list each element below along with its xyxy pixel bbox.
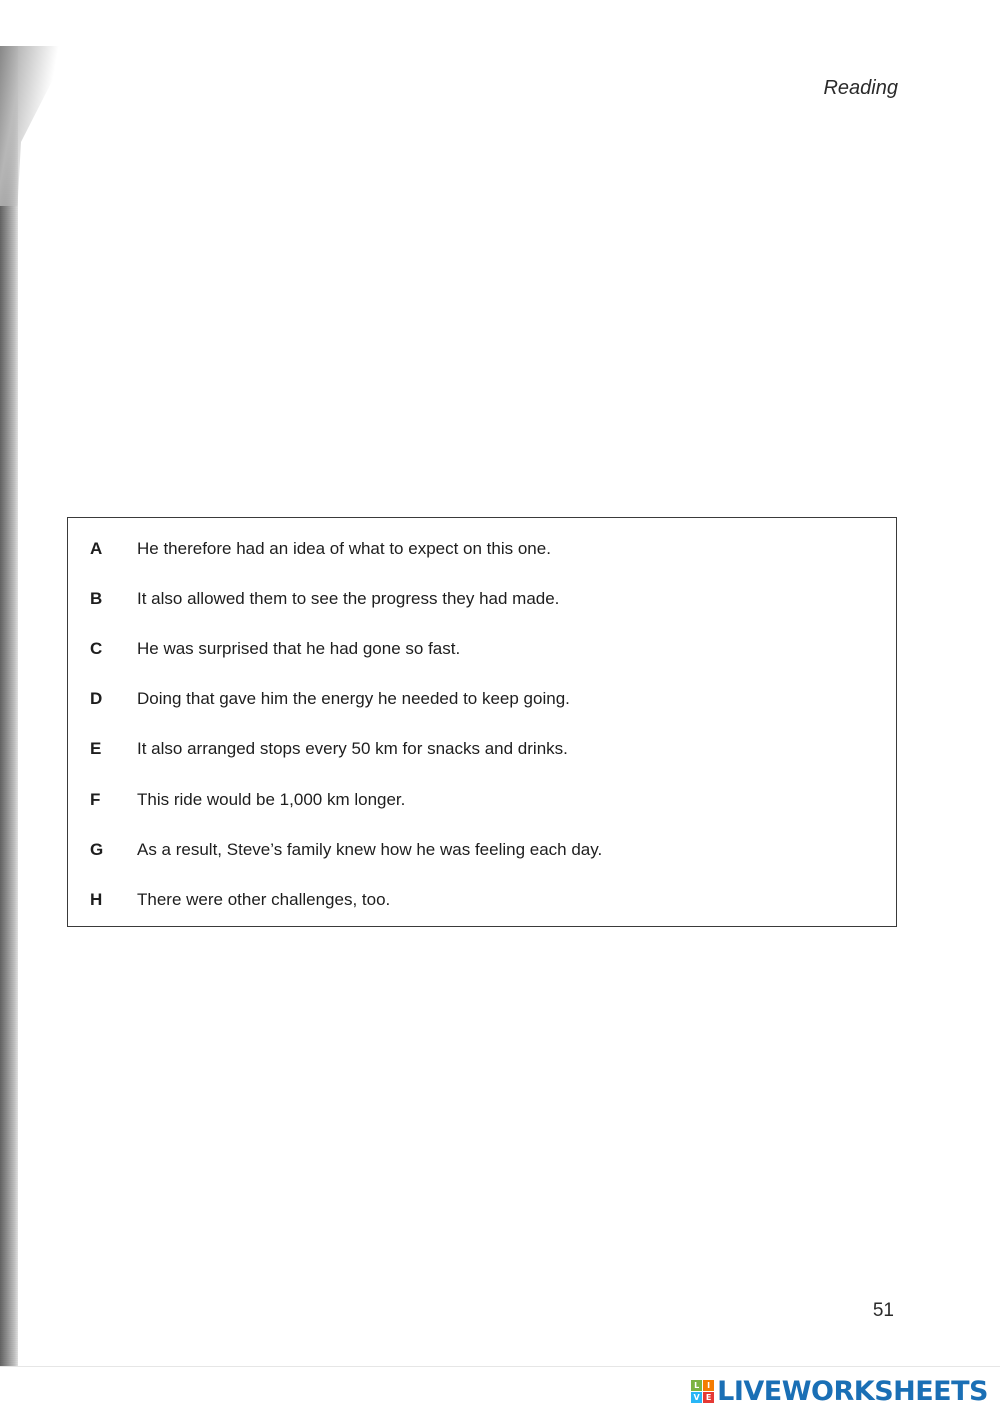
footer-bar	[0, 1366, 1000, 1416]
section-label: Reading	[823, 77, 898, 99]
option-e	[90, 739, 568, 759]
option-letter: D	[90, 689, 103, 708]
option-f	[90, 790, 405, 810]
option-b	[90, 589, 559, 609]
logo-tile: I	[703, 1380, 714, 1391]
option-letter: H	[90, 890, 103, 909]
binding-shadow	[0, 46, 18, 1366]
option-h	[90, 890, 390, 910]
option-d	[90, 689, 570, 709]
binding-curl	[0, 46, 70, 206]
option-text: This ride would be 1,000 km longer.	[137, 790, 406, 809]
brand-name: LIVEWORKSHEETS	[717, 1376, 988, 1407]
option-text: Doing that gave him the energy he needed to keep going.	[137, 689, 570, 708]
liveworksheets-logo-icon	[691, 1380, 714, 1403]
option-text: It also arranged stops every 50 km for snacks and drinks.	[137, 739, 568, 758]
option-text: There were other challenges, too.	[137, 890, 391, 909]
option-letter: A	[90, 539, 103, 558]
option-text: It also allowed them to see the progress they had made.	[137, 589, 560, 608]
option-letter: C	[90, 639, 103, 658]
option-letter: F	[90, 790, 101, 809]
option-text: He was surprised that he had gone so fast.	[137, 639, 461, 658]
liveworksheets-brand[interactable]	[691, 1376, 988, 1407]
logo-tile: L	[691, 1380, 702, 1391]
option-text: As a result, Steve’s family knew how he was feeling each day.	[137, 840, 603, 859]
option-a	[90, 539, 551, 559]
option-letter: G	[90, 840, 104, 859]
option-c	[90, 639, 460, 659]
sentence-options-box	[67, 517, 897, 927]
page-number: 51	[872, 1300, 894, 1321]
option-g	[90, 840, 602, 860]
option-letter: B	[90, 589, 103, 608]
logo-tile: V	[691, 1392, 702, 1403]
option-letter: E	[90, 739, 102, 758]
option-text: He therefore had an idea of what to expect on this one.	[137, 539, 551, 558]
logo-tile: E	[703, 1392, 714, 1403]
